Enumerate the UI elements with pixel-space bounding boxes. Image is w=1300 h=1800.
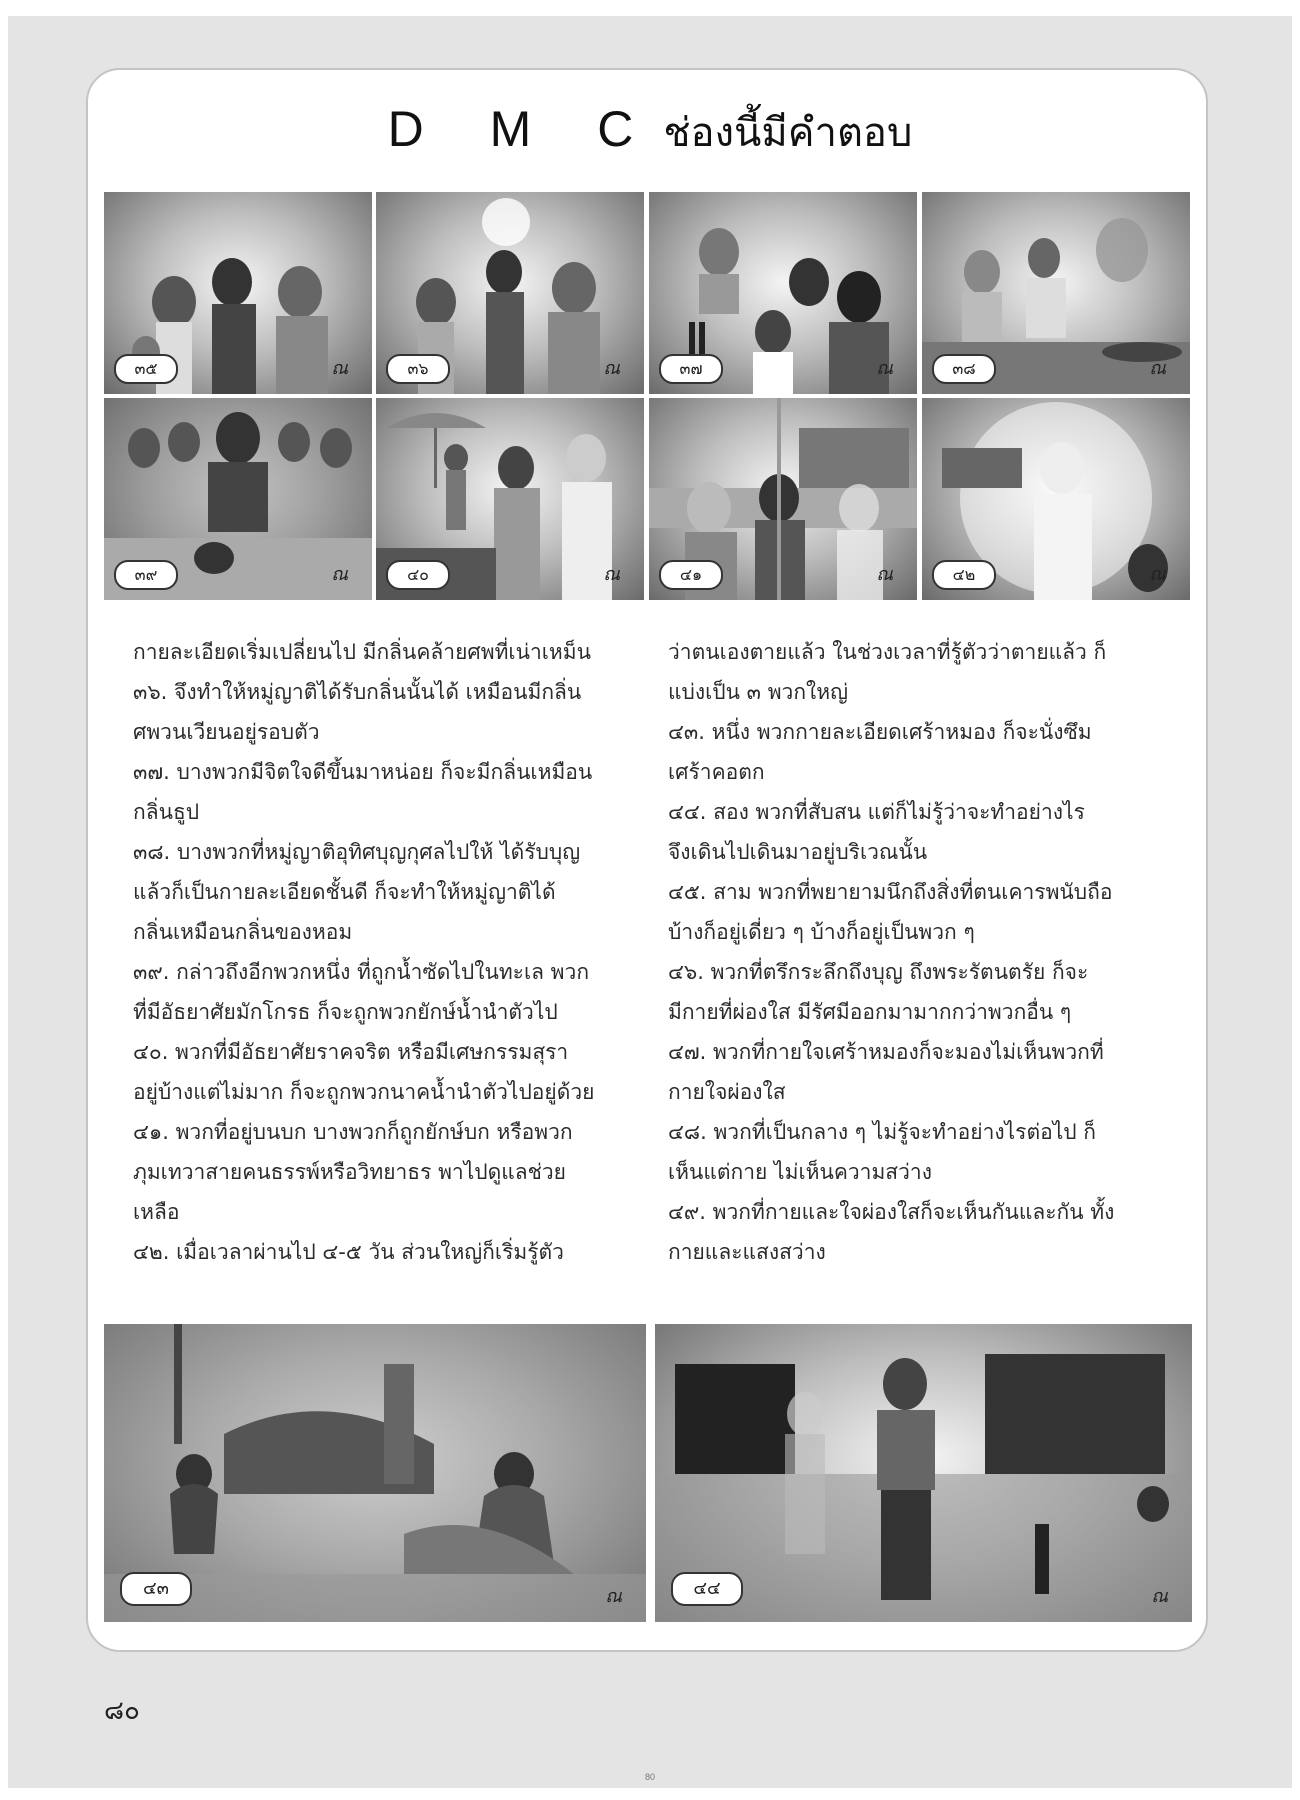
illustration-panel xyxy=(922,192,1190,394)
illustration-panel xyxy=(922,398,1190,600)
paragraph-line: ๔๘. พวกที่เป็นกลาง ๆ ไม่รู้จะทำอย่างไรต่อไป ก็ xyxy=(668,1120,1096,1144)
paragraph-line: กายใจผ่องใส xyxy=(668,1080,786,1104)
paragraph-line: กายละเอียดเริ่มเปลี่ยนไป มีกลิ่นคล้ายศพที่เน่าเหม็น xyxy=(133,640,591,664)
footer-page-number: 80 xyxy=(644,1772,655,1782)
paragraph-line: ๔๕. สาม พวกที่พยายามนึกถึงสิ่งที่ตนเคารพนับถือ xyxy=(668,880,1113,904)
illustration-panel xyxy=(649,192,917,394)
title-thai: ช่องนี้มีคำตอบ xyxy=(663,110,913,156)
panel-number: ๓๕ xyxy=(114,354,178,384)
illustration-panel xyxy=(104,192,372,394)
paragraph-line: มีกายที่ผ่องใส มีรัศมีออกมามากกว่าพวกอื่น ๆ xyxy=(668,1000,1072,1024)
paragraph-line: ๔๔. สอง พวกที่สับสน แต่ก็ไม่รู้ว่าจะทำอย่างไร xyxy=(668,800,1085,824)
paragraph-line: ว่าตนเองตายแล้ว ในช่วงเวลาที่รู้ตัวว่าตายแล้ว ก็ xyxy=(668,640,1107,664)
paragraph-line: ภุมเทวาสายคนธรรพ์หรือวิทยาธร พาไปดูแลช่วย xyxy=(133,1160,566,1184)
paragraph-line: ที่มีอัธยาศัยมักโกรธ ก็จะถูกพวกยักษ์น้ำนำตัวไป xyxy=(133,1000,558,1024)
paragraph-line: ๔๒. เมื่อเวลาผ่านไป ๔-๕ วัน ส่วนใหญ่ก็เริ่มรู้ตัว xyxy=(133,1240,564,1264)
paragraph-line: บ้างก็อยู่เดี่ยว ๆ บ้างก็อยู่เป็นพวก ๆ xyxy=(668,920,975,944)
illustration-panel xyxy=(649,398,917,600)
panel-number: ๔๔ xyxy=(671,1572,743,1606)
artist-signature: ณ xyxy=(331,564,348,585)
artist-signature: ณ xyxy=(876,358,893,379)
paragraph-line: ๓๘. บางพวกที่หมู่ญาติอุทิศบุญกุศลไปให้ ได้รับบุญ xyxy=(133,840,581,864)
paragraph-line: ๔๙. พวกที่กายและใจผ่องใสก็จะเห็นกันและกัน ทั้ง xyxy=(668,1200,1115,1224)
paragraph-line: ๓๗. บางพวกมีจิตใจดีขึ้นมาหน่อย ก็จะมีกลิ่นเหมือน xyxy=(133,760,593,784)
paragraph-line: เหลือ xyxy=(133,1200,180,1224)
paragraph-line: จึงเดินไปเดินมาอยู่บริเวณนั้น xyxy=(668,840,928,864)
artist-signature: ณ xyxy=(603,358,620,379)
panel-number: ๔๐ xyxy=(386,560,450,590)
panel-number: ๔๒ xyxy=(932,560,996,590)
panel-number: ๓๗ xyxy=(659,354,723,384)
paragraph-line: แบ่งเป็น ๓ พวกใหญ่ xyxy=(668,680,849,704)
paragraph-line: ๔๑. พวกที่อยู่บนบก บางพวกก็ถูกยักษ์บก หรือพวก xyxy=(133,1120,573,1144)
paragraph-line: เศร้าคอตก xyxy=(668,760,765,784)
text-column-left xyxy=(133,632,611,1272)
panel-number: ๓๖ xyxy=(386,354,450,384)
artist-signature: ณ xyxy=(1149,564,1166,585)
illustration-panel xyxy=(655,1324,1192,1622)
paragraph-line: อยู่บ้างแต่ไม่มาก ก็จะถูกพวกนาคน้ำนำตัวไปอยู่ด้วย xyxy=(133,1080,595,1104)
page-number: ๘๐ xyxy=(104,1696,140,1726)
artist-signature: ณ xyxy=(331,358,348,379)
panel-number: ๓๘ xyxy=(932,354,996,384)
paragraph-line: กลิ่นเหมือนกลิ่นของหอม xyxy=(133,920,353,944)
paragraph-line: ๓๖. จึงทำให้หมู่ญาติได้รับกลิ่นนั้นได้ เหมือนมีกลิ่น xyxy=(133,680,582,704)
paragraph-line: ศพวนเวียนอยู่รอบตัว xyxy=(133,720,320,744)
paragraph-line: กลิ่นธูป xyxy=(133,800,200,824)
paragraph-line: ๔๓. หนึ่ง พวกกายละเอียดเศร้าหมอง ก็จะนั่งซึม xyxy=(668,720,1092,744)
text-column-right xyxy=(668,632,1146,1272)
paragraph-line: เห็นแต่กาย ไม่เห็นความสว่าง xyxy=(668,1160,932,1184)
panel-number: ๓๙ xyxy=(114,560,178,590)
paragraph-line: ๔๗. พวกที่กายใจเศร้าหมองก็จะมองไม่เห็นพวกที่ xyxy=(668,1040,1104,1064)
paragraph-line: ๔๖. พวกที่ตรึกระลึกถึงบุญ ถึงพระรัตนตรัย ก็จะ xyxy=(668,960,1089,984)
artist-signature: ณ xyxy=(605,1586,622,1607)
illustration-panel xyxy=(104,1324,646,1622)
illustration-panel xyxy=(376,398,644,600)
artist-signature: ณ xyxy=(1151,1586,1168,1607)
artist-signature: ณ xyxy=(1149,358,1166,379)
paragraph-line: กายและแสงสว่าง xyxy=(668,1240,826,1264)
artist-signature: ณ xyxy=(603,564,620,585)
page-title xyxy=(0,100,1300,164)
illustration-panel xyxy=(104,398,372,600)
title-dmc: D M C xyxy=(387,101,660,157)
artist-signature: ณ xyxy=(876,564,893,585)
illustration-panel xyxy=(376,192,644,394)
paragraph-line: ๔๐. พวกที่มีอัธยาศัยราคจริต หรือมีเศษกรรมสุรา xyxy=(133,1040,569,1064)
paragraph-line: แล้วก็เป็นกายละเอียดชั้นดี ก็จะทำให้หมู่ญาติได้ xyxy=(133,880,556,904)
panel-number: ๔๓ xyxy=(120,1572,192,1606)
panel-number: ๔๑ xyxy=(659,560,723,590)
paragraph-line: ๓๙. กล่าวถึงอีกพวกหนึ่ง ที่ถูกน้ำซัดไปในทะเล พวก xyxy=(133,960,590,984)
